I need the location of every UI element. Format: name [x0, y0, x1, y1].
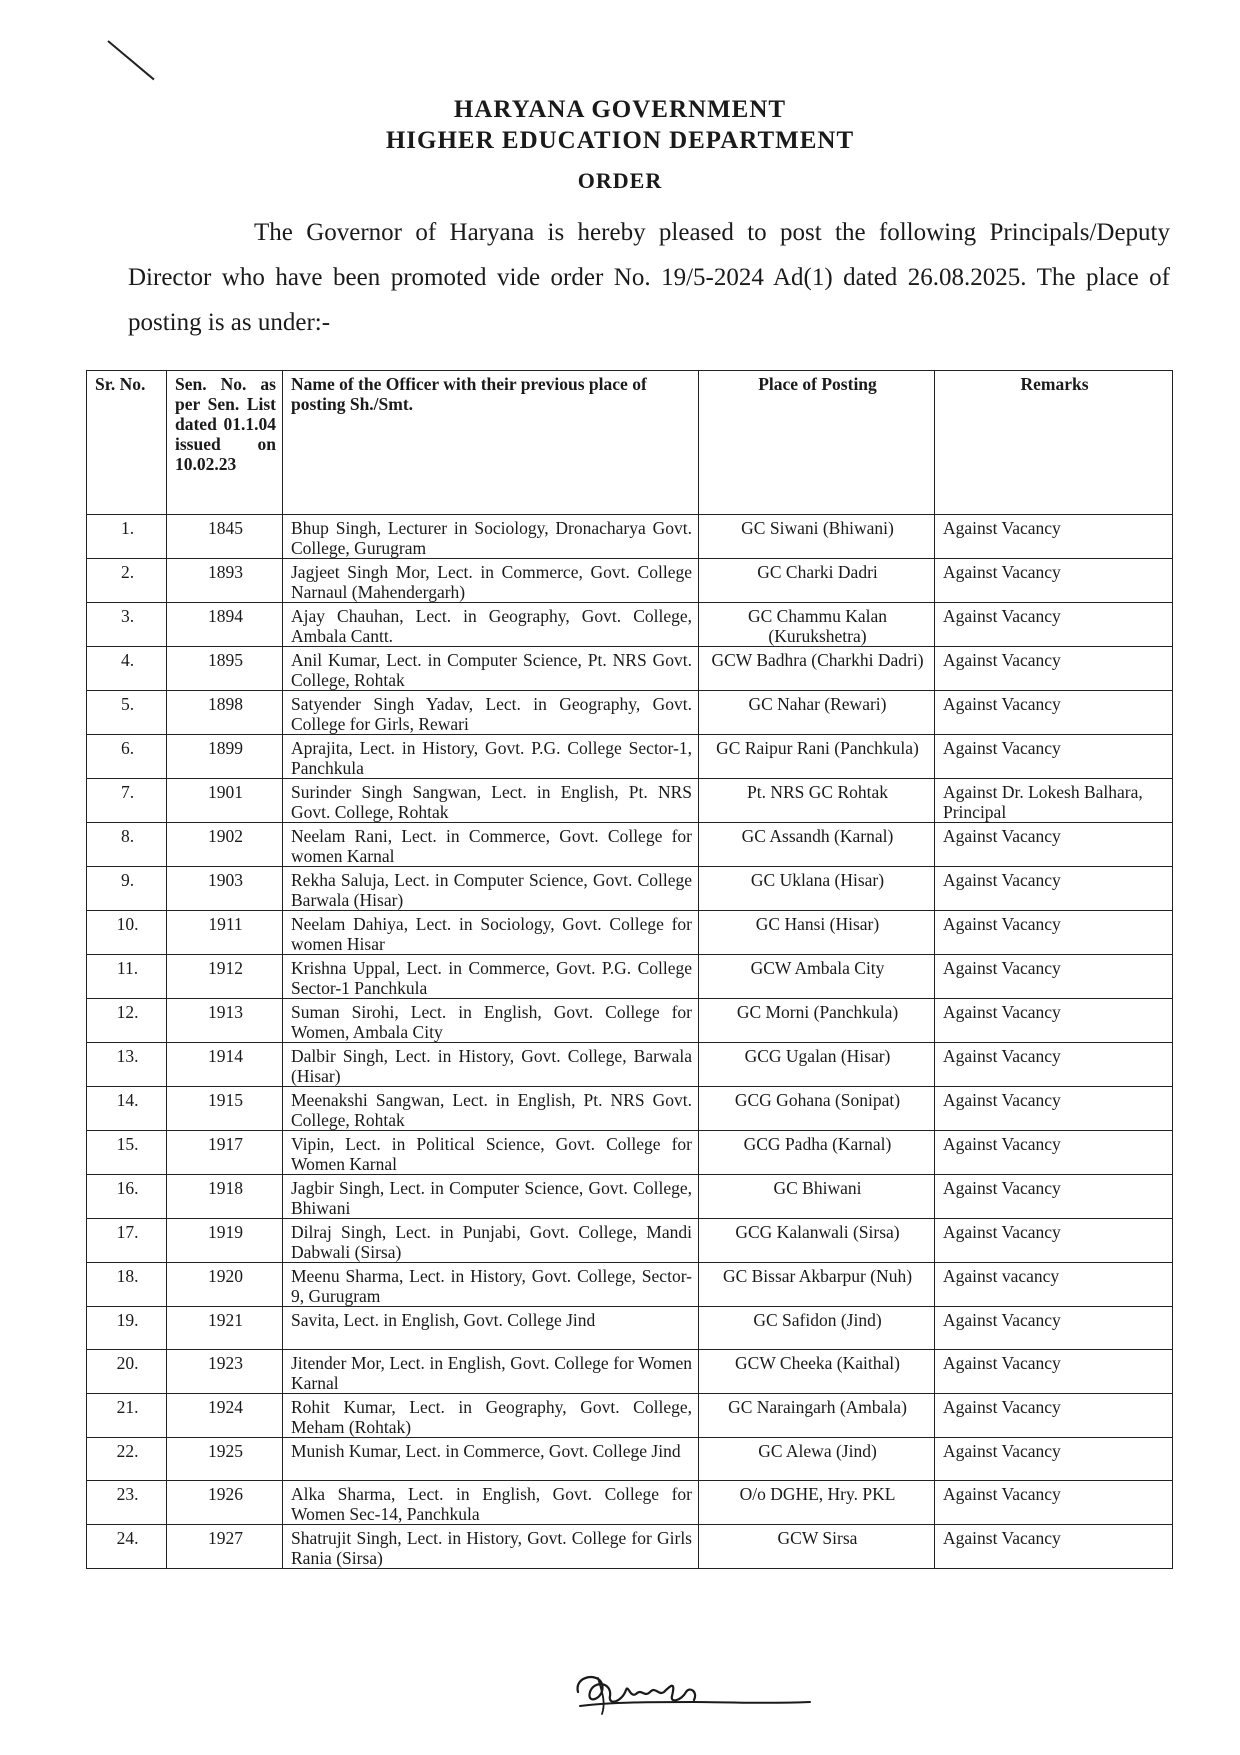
- signature: [572, 1662, 832, 1726]
- cell-sr: 24.: [87, 1525, 167, 1569]
- government-title: HARYANA GOVERNMENT: [453, 96, 787, 123]
- table-row: [87, 559, 1173, 603]
- cell-sr: 12.: [87, 999, 167, 1043]
- cell-sen: 1923: [167, 1350, 283, 1394]
- table-row: [87, 1481, 1173, 1525]
- cell-name: Alka Sharma, Lect. in English, Govt. College for Women Sec-14, Panchkula: [283, 1481, 699, 1525]
- cell-name: Jitender Mor, Lect. in English, Govt. College for Women Karnal: [283, 1350, 699, 1394]
- cell-sr: 15.: [87, 1131, 167, 1175]
- cell-sen: 1893: [167, 559, 283, 603]
- cell-name: Vipin, Lect. in Political Science, Govt. College for Women Karnal: [283, 1131, 699, 1175]
- cell-posting: GCG Ugalan (Hisar): [699, 1043, 935, 1087]
- cell-sr: 6.: [87, 735, 167, 779]
- cell-sen: 1920: [167, 1263, 283, 1307]
- cell-sr: 20.: [87, 1350, 167, 1394]
- cell-sen: 1927: [167, 1525, 283, 1569]
- intro-text: The Governor of Haryana is hereby pleased to post the following Principals/Deputy Director who have been promoted vide order No. 19/5-2024 Ad(1) dated 26.08.2025. The place of posting is as under:-: [128, 219, 1170, 336]
- cell-name: Surinder Singh Sangwan, Lect. in English, Pt. NRS Govt. College, Rohtak: [283, 779, 699, 823]
- cell-remarks: Against Vacancy: [935, 955, 1173, 999]
- cell-posting: GCW Badhra (Charkhi Dadri): [699, 647, 935, 691]
- cell-sr: 5.: [87, 691, 167, 735]
- cell-sen: 1915: [167, 1087, 283, 1131]
- cell-sr: 10.: [87, 911, 167, 955]
- cell-sen: 1902: [167, 823, 283, 867]
- cell-sr: 9.: [87, 867, 167, 911]
- cell-name: Dilraj Singh, Lect. in Punjabi, Govt. College, Mandi Dabwali (Sirsa): [283, 1219, 699, 1263]
- cell-name: Shatrujit Singh, Lect. in History, Govt. College for Girls Rania (Sirsa): [283, 1525, 699, 1569]
- cell-posting: GC Nahar (Rewari): [699, 691, 935, 735]
- cell-sr: 21.: [87, 1394, 167, 1438]
- table-row: [87, 955, 1173, 999]
- table-row: [87, 1307, 1173, 1350]
- table-row: [87, 911, 1173, 955]
- cell-remarks: Against Vacancy: [935, 691, 1173, 735]
- table-row: [87, 779, 1173, 823]
- cell-name: Ajay Chauhan, Lect. in Geography, Govt. College, Ambala Cantt.: [283, 603, 699, 647]
- header-remarks: Remarks: [935, 371, 1173, 515]
- cell-sen: 1914: [167, 1043, 283, 1087]
- cell-remarks: Against Vacancy: [935, 603, 1173, 647]
- cell-posting: GC Hansi (Hisar): [699, 911, 935, 955]
- cell-sen: 1901: [167, 779, 283, 823]
- cell-remarks: Against Vacancy: [935, 823, 1173, 867]
- cell-posting: GC Safidon (Jind): [699, 1307, 935, 1350]
- table-row: [87, 1350, 1173, 1394]
- department-title: HIGHER EDUCATION DEPARTMENT: [385, 127, 855, 154]
- cell-sen: 1919: [167, 1219, 283, 1263]
- cell-name: Jagbir Singh, Lect. in Computer Science, Govt. College, Bhiwani: [283, 1175, 699, 1219]
- cell-remarks: Against Vacancy: [935, 1175, 1173, 1219]
- cell-name: Rohit Kumar, Lect. in Geography, Govt. College, Meham (Rohtak): [283, 1394, 699, 1438]
- cell-sr: 7.: [87, 779, 167, 823]
- cell-sr: 4.: [87, 647, 167, 691]
- cell-name: Munish Kumar, Lect. in Commerce, Govt. College Jind: [283, 1438, 699, 1481]
- cell-posting: GC Alewa (Jind): [699, 1438, 935, 1481]
- cell-sr: 23.: [87, 1481, 167, 1525]
- header-sr-no: Sr. No.: [87, 371, 167, 515]
- cell-remarks: Against Vacancy: [935, 999, 1173, 1043]
- corner-pen-mark: [107, 40, 154, 80]
- cell-name: Suman Sirohi, Lect. in English, Govt. College for Women, Ambala City: [283, 999, 699, 1043]
- table-row: [87, 735, 1173, 779]
- cell-name: Anil Kumar, Lect. in Computer Science, Pt. NRS Govt. College, Rohtak: [283, 647, 699, 691]
- cell-sr: 19.: [87, 1307, 167, 1350]
- cell-posting: GC Raipur Rani (Panchkula): [699, 735, 935, 779]
- table-row: [87, 1438, 1173, 1481]
- table-row: [87, 603, 1173, 647]
- cell-sen: 1926: [167, 1481, 283, 1525]
- table-row: [87, 1131, 1173, 1175]
- cell-posting: GC Morni (Panchkula): [699, 999, 935, 1043]
- cell-name: Rekha Saluja, Lect. in Computer Science, Govt. College Barwala (Hisar): [283, 867, 699, 911]
- cell-sen: 1894: [167, 603, 283, 647]
- table-row: [87, 1219, 1173, 1263]
- cell-posting: GC Assandh (Karnal): [699, 823, 935, 867]
- cell-sr: 18.: [87, 1263, 167, 1307]
- table-row: [87, 867, 1173, 911]
- cell-posting: GC Uklana (Hisar): [699, 867, 935, 911]
- cell-sr: 11.: [87, 955, 167, 999]
- table-row: [87, 691, 1173, 735]
- cell-remarks: Against Vacancy: [935, 1087, 1173, 1131]
- cell-posting: GCG Gohana (Sonipat): [699, 1087, 935, 1131]
- posting-table: [86, 370, 1173, 1569]
- cell-remarks: Against Vacancy: [935, 735, 1173, 779]
- cell-sr: 1.: [87, 515, 167, 559]
- cell-remarks: Against Vacancy: [935, 1131, 1173, 1175]
- table-row: [87, 1175, 1173, 1219]
- cell-sr: 3.: [87, 603, 167, 647]
- cell-sr: 14.: [87, 1087, 167, 1131]
- table-row: [87, 1263, 1173, 1307]
- cell-remarks: Against Dr. Lokesh Balhara, Principal: [935, 779, 1173, 823]
- cell-name: Dalbir Singh, Lect. in History, Govt. College, Barwala (Hisar): [283, 1043, 699, 1087]
- order-title: ORDER: [577, 168, 663, 193]
- cell-name: Satyender Singh Yadav, Lect. in Geography, Govt. College for Girls, Rewari: [283, 691, 699, 735]
- cell-sen: 1845: [167, 515, 283, 559]
- table-row: [87, 647, 1173, 691]
- cell-sen: 1911: [167, 911, 283, 955]
- cell-name: Bhup Singh, Lecturer in Sociology, Dronacharya Govt. College, Gurugram: [283, 515, 699, 559]
- cell-sr: 17.: [87, 1219, 167, 1263]
- cell-remarks: Against Vacancy: [935, 559, 1173, 603]
- cell-sen: 1917: [167, 1131, 283, 1175]
- cell-posting: O/o DGHE, Hry. PKL: [699, 1481, 935, 1525]
- cell-sen: 1918: [167, 1175, 283, 1219]
- cell-sen: 1903: [167, 867, 283, 911]
- table-row: [87, 1043, 1173, 1087]
- cell-name: Jagjeet Singh Mor, Lect. in Commerce, Govt. College Narnaul (Mahendergarh): [283, 559, 699, 603]
- cell-sr: 16.: [87, 1175, 167, 1219]
- cell-name: Savita, Lect. in English, Govt. College Jind: [283, 1307, 699, 1350]
- cell-remarks: Against Vacancy: [935, 647, 1173, 691]
- cell-sen: 1912: [167, 955, 283, 999]
- cell-sen: 1921: [167, 1307, 283, 1350]
- cell-name: Neelam Dahiya, Lect. in Sociology, Govt. College for women Hisar: [283, 911, 699, 955]
- table-row: [87, 1087, 1173, 1131]
- cell-posting: GCW Ambala City: [699, 955, 935, 999]
- cell-sen: 1924: [167, 1394, 283, 1438]
- cell-remarks: Against Vacancy: [935, 1219, 1173, 1263]
- cell-name: Neelam Rani, Lect. in Commerce, Govt. College for women Karnal: [283, 823, 699, 867]
- cell-posting: GC Naraingarh (Ambala): [699, 1394, 935, 1438]
- table-row: [87, 1394, 1173, 1438]
- cell-posting: GCG Kalanwali (Sirsa): [699, 1219, 935, 1263]
- cell-name: Krishna Uppal, Lect. in Commerce, Govt. P.G. College Sector-1 Panchkula: [283, 955, 699, 999]
- header-sen-no: Sen. No. as per Sen. List dated 01.1.04 issued on 10.02.23: [167, 371, 283, 515]
- cell-name: Meenakshi Sangwan, Lect. in English, Pt. NRS Govt. College, Rohtak: [283, 1087, 699, 1131]
- cell-posting: GC Chammu Kalan (Kurukshetra): [699, 603, 935, 647]
- cell-remarks: Against Vacancy: [935, 1350, 1173, 1394]
- cell-remarks: Against Vacancy: [935, 1307, 1173, 1350]
- document-header: [0, 94, 1240, 194]
- cell-remarks: Against Vacancy: [935, 1481, 1173, 1525]
- cell-remarks: Against Vacancy: [935, 515, 1173, 559]
- cell-posting: GC Charki Dadri: [699, 559, 935, 603]
- cell-name: Aprajita, Lect. in History, Govt. P.G. College Sector-1, Panchkula: [283, 735, 699, 779]
- cell-remarks: Against Vacancy: [935, 867, 1173, 911]
- cell-remarks: Against Vacancy: [935, 1043, 1173, 1087]
- cell-sr: 22.: [87, 1438, 167, 1481]
- cell-posting: GC Bhiwani: [699, 1175, 935, 1219]
- cell-posting: GC Siwani (Bhiwani): [699, 515, 935, 559]
- cell-remarks: Against Vacancy: [935, 1525, 1173, 1569]
- cell-sr: 8.: [87, 823, 167, 867]
- cell-sen: 1898: [167, 691, 283, 735]
- cell-remarks: Against vacancy: [935, 1263, 1173, 1307]
- cell-posting: GC Bissar Akbarpur (Nuh): [699, 1263, 935, 1307]
- intro-paragraph: [128, 210, 1170, 345]
- header-officer-name: Name of the Officer with their previous place of posting Sh./Smt.: [283, 371, 699, 515]
- cell-posting: GCG Padha (Karnal): [699, 1131, 935, 1175]
- table-row: [87, 1525, 1173, 1569]
- cell-sen: 1899: [167, 735, 283, 779]
- cell-posting: GCW Cheeka (Kaithal): [699, 1350, 935, 1394]
- cell-remarks: Against Vacancy: [935, 911, 1173, 955]
- table-row: [87, 515, 1173, 559]
- cell-sen: 1895: [167, 647, 283, 691]
- table-header-row: [87, 371, 1173, 515]
- cell-sen: 1913: [167, 999, 283, 1043]
- cell-remarks: Against Vacancy: [935, 1394, 1173, 1438]
- cell-remarks: Against Vacancy: [935, 1438, 1173, 1481]
- cell-posting: Pt. NRS GC Rohtak: [699, 779, 935, 823]
- table-row: [87, 999, 1173, 1043]
- cell-sr: 13.: [87, 1043, 167, 1087]
- cell-posting: GCW Sirsa: [699, 1525, 935, 1569]
- header-place-of-posting: Place of Posting: [699, 371, 935, 515]
- cell-name: Meenu Sharma, Lect. in History, Govt. College, Sector-9, Gurugram: [283, 1263, 699, 1307]
- cell-sr: 2.: [87, 559, 167, 603]
- table-row: [87, 823, 1173, 867]
- cell-sen: 1925: [167, 1438, 283, 1481]
